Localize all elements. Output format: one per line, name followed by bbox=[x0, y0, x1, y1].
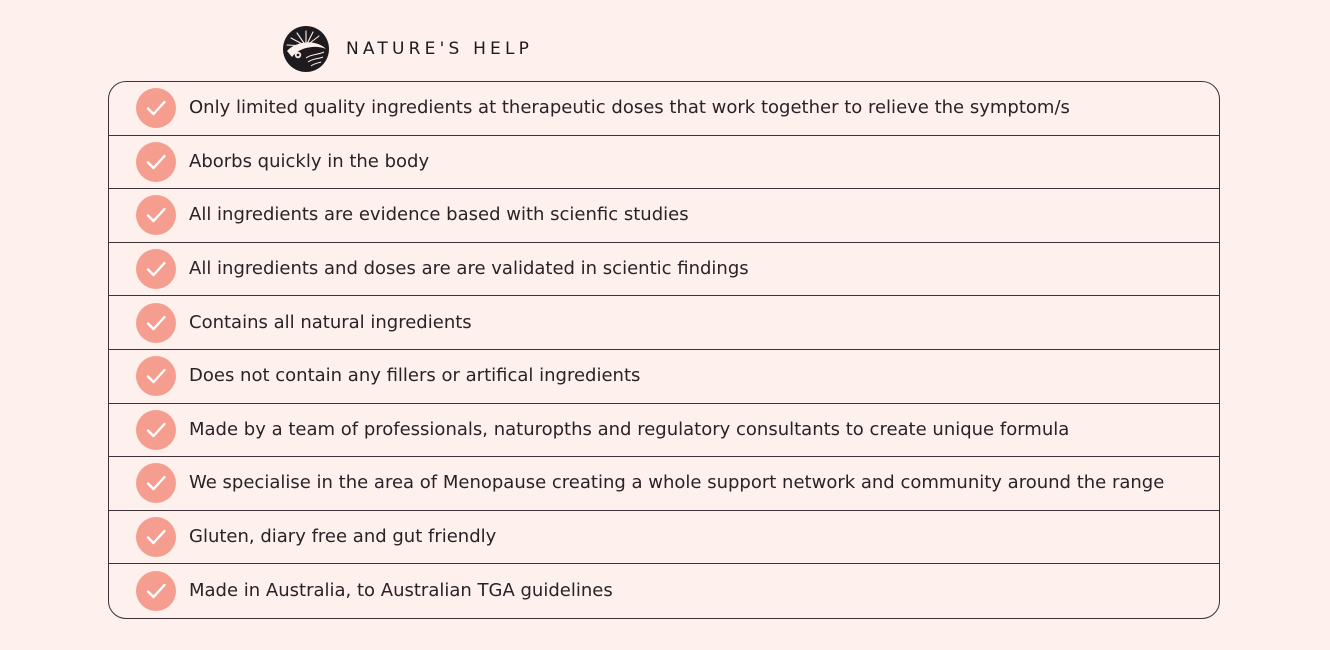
brand-name: NATURE'S HELP bbox=[346, 39, 534, 59]
list-item-label: All ingredients and doses are are validated in scientic findings bbox=[189, 258, 749, 280]
features-list bbox=[108, 81, 1220, 619]
sun-moon-logo-icon bbox=[282, 25, 330, 73]
list-item-label: Only limited quality ingredients at therapeutic doses that work together to relieve the symptom/s bbox=[189, 97, 1070, 119]
list-item bbox=[109, 457, 1219, 511]
check-icon bbox=[136, 88, 176, 128]
check-icon bbox=[136, 410, 176, 450]
check-icon bbox=[136, 249, 176, 289]
list-item-label: Contains all natural ingredients bbox=[189, 311, 472, 333]
check-icon bbox=[136, 356, 176, 396]
list-item-label: All ingredients are evidence based with scienfic studies bbox=[189, 204, 689, 226]
check-icon bbox=[136, 142, 176, 182]
list-item bbox=[109, 296, 1219, 350]
list-item-label: Aborbs quickly in the body bbox=[189, 150, 430, 172]
list-item bbox=[109, 243, 1219, 297]
list-item bbox=[109, 404, 1219, 458]
brand-header bbox=[282, 25, 533, 73]
list-item-label: Made by a team of professionals, naturopths and regulatory consultants to create unique formula bbox=[189, 418, 1070, 440]
list-item bbox=[109, 189, 1219, 243]
list-item-label: Made in Australia, to Australian TGA guidelines bbox=[189, 580, 613, 602]
check-icon bbox=[136, 517, 176, 557]
list-item-label: Gluten, diary free and gut friendly bbox=[189, 526, 497, 548]
list-item bbox=[109, 350, 1219, 404]
check-icon bbox=[136, 303, 176, 343]
list-item bbox=[109, 511, 1219, 565]
check-icon bbox=[136, 571, 176, 611]
list-item-label: Does not contain any fillers or artifical ingredients bbox=[189, 365, 641, 387]
list-item bbox=[109, 82, 1219, 136]
list-item bbox=[109, 564, 1219, 618]
check-icon bbox=[136, 195, 176, 235]
list-item-label: We specialise in the area of Menopause creating a whole support network and community around the range bbox=[189, 472, 1165, 494]
list-item bbox=[109, 136, 1219, 190]
check-icon bbox=[136, 463, 176, 503]
